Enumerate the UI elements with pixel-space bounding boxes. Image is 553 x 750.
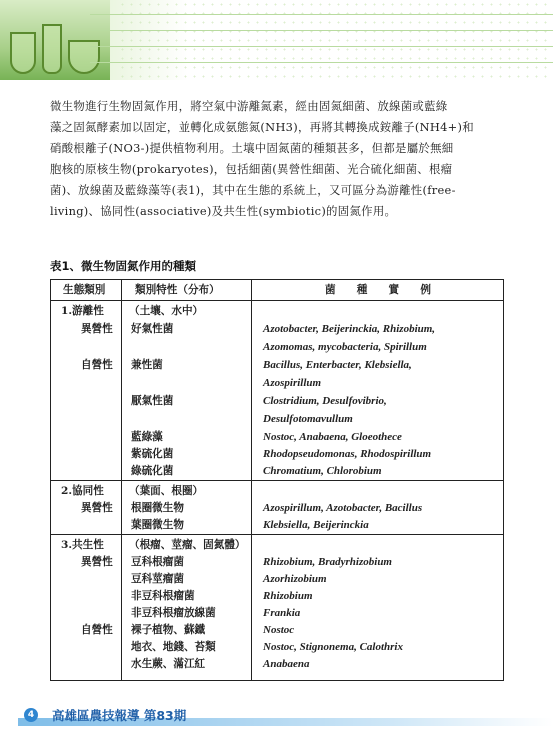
header-banner [0, 0, 553, 80]
row-category: 2.協同性 [61, 485, 104, 497]
row-characteristic: 綠硫化菌 [131, 465, 174, 477]
row-example: Rhizobium, Bradyrhizobium [263, 556, 392, 568]
row-category: 3.共生性 [61, 539, 104, 551]
row-example: Klebsiella, Beijerinckia [263, 519, 369, 531]
row-characteristic: （土壤、水中） [129, 305, 204, 317]
row-example: Chromatium, Chlorobium [263, 465, 382, 477]
row-example: Rhodopseudomonas, Rhodospirillum [263, 448, 432, 460]
row-example: Azomomas, mycobacteria, Spirillum [263, 341, 427, 353]
intro-line: 藻之固氮酵素加以固定，並轉化成氨態氮(NH3)，再將其轉換成銨離子(NH4+)和 [50, 120, 474, 134]
row-characteristic: （葉面、根圈） [129, 485, 204, 497]
row-example: Clostridium, Desulfovibrio, [263, 395, 387, 407]
row-example: Nostoc, Stignonema, Calothrix [263, 641, 403, 653]
row-category: 異營性 [81, 556, 113, 568]
row-characteristic: 厭氣性菌 [131, 395, 174, 407]
row-example: Nostoc [263, 624, 295, 636]
row-category: 自營性 [81, 624, 113, 636]
test-tube-icon [42, 24, 62, 74]
intro-paragraph [50, 96, 505, 222]
intro-line: 微生物進行生物固氮作用，將空氣中游離氮素，經由固氮細菌、放線菌或藍綠 [50, 99, 448, 113]
header-divider [51, 300, 503, 301]
row-characteristic: 非豆科根瘤放線菌 [131, 607, 216, 619]
journal-title: 高雄區農技報導 第83期 [52, 708, 187, 723]
row-example: Azospirillum [263, 377, 322, 389]
row-example: Azorhizobium [263, 573, 327, 585]
row-category: 異營性 [81, 502, 113, 514]
row-example: Azospirillum, Azotobacter, Bacillus [263, 502, 423, 514]
row-example: Desulfotomavullum [263, 413, 353, 425]
row-characteristic: 水生蕨、滿江紅 [131, 658, 206, 670]
intro-line: 胞核的原核生物(prokaryotes)，包括細菌(異營性細菌、光合硫化細菌、根瘤 [50, 162, 453, 176]
intro-line: living)、協同性(associative)及共生性(symbiotic)的固氮作用。 [50, 204, 397, 218]
header-characteristics: 類別特性（分布） [135, 284, 220, 296]
row-category: 1.游離性 [61, 305, 104, 317]
row-category: 異營性 [81, 323, 113, 335]
group-divider [51, 534, 503, 535]
row-characteristic: 根圈微生物 [131, 502, 184, 514]
row-example: Frankia [263, 607, 301, 619]
header-examples: 菌 種 實 例 [325, 284, 431, 296]
row-characteristic: 非豆科根瘤菌 [131, 590, 195, 602]
row-characteristic: 藍綠藻 [131, 431, 163, 443]
row-example: Azotobacter, Beijerinckia, Rhizobium, [263, 323, 436, 335]
header-lines [90, 0, 553, 80]
row-characteristic: 裸子植物、蘇鐵 [131, 624, 206, 636]
row-characteristic: 豆科莖瘤菌 [131, 573, 184, 585]
intro-line: 硝酸根離子(NO3-)提供植物利用。土壤中固氮菌的種類甚多，但都是屬於無細 [50, 141, 454, 155]
row-example: Rhizobium [263, 590, 313, 602]
page-number: 4 [24, 708, 38, 722]
row-example: Nostoc, Anabaena, Gloeothece [263, 431, 402, 443]
row-category: 自營性 [81, 359, 113, 371]
flask-icon [10, 32, 36, 74]
intro-line: 菌)、放線菌及藍綠藻等(表1)，其中在生態的系統上，又可區分為游離性(free- [50, 183, 456, 197]
nitrogen-fixation-table [50, 279, 504, 681]
header-ecological-category: 生態類別 [63, 284, 106, 296]
row-example: Anabaena [263, 658, 310, 670]
row-example: Bacillus, Enterbacter, Klebsiella, [263, 359, 412, 371]
row-characteristic: 葉圈微生物 [131, 519, 184, 531]
page-footer [0, 700, 553, 730]
row-characteristic: （根瘤、莖瘤、固氮體） [129, 539, 246, 551]
row-characteristic: 豆科根瘤菌 [131, 556, 184, 568]
row-characteristic: 兼性菌 [131, 359, 163, 371]
row-characteristic: 紫硫化菌 [131, 448, 174, 460]
row-characteristic: 好氣性菌 [131, 323, 174, 335]
row-characteristic: 地衣、地錢、苔類 [131, 641, 216, 653]
table-caption: 表1、微生物固氮作用的種類 [50, 259, 197, 273]
group-divider [51, 480, 503, 481]
